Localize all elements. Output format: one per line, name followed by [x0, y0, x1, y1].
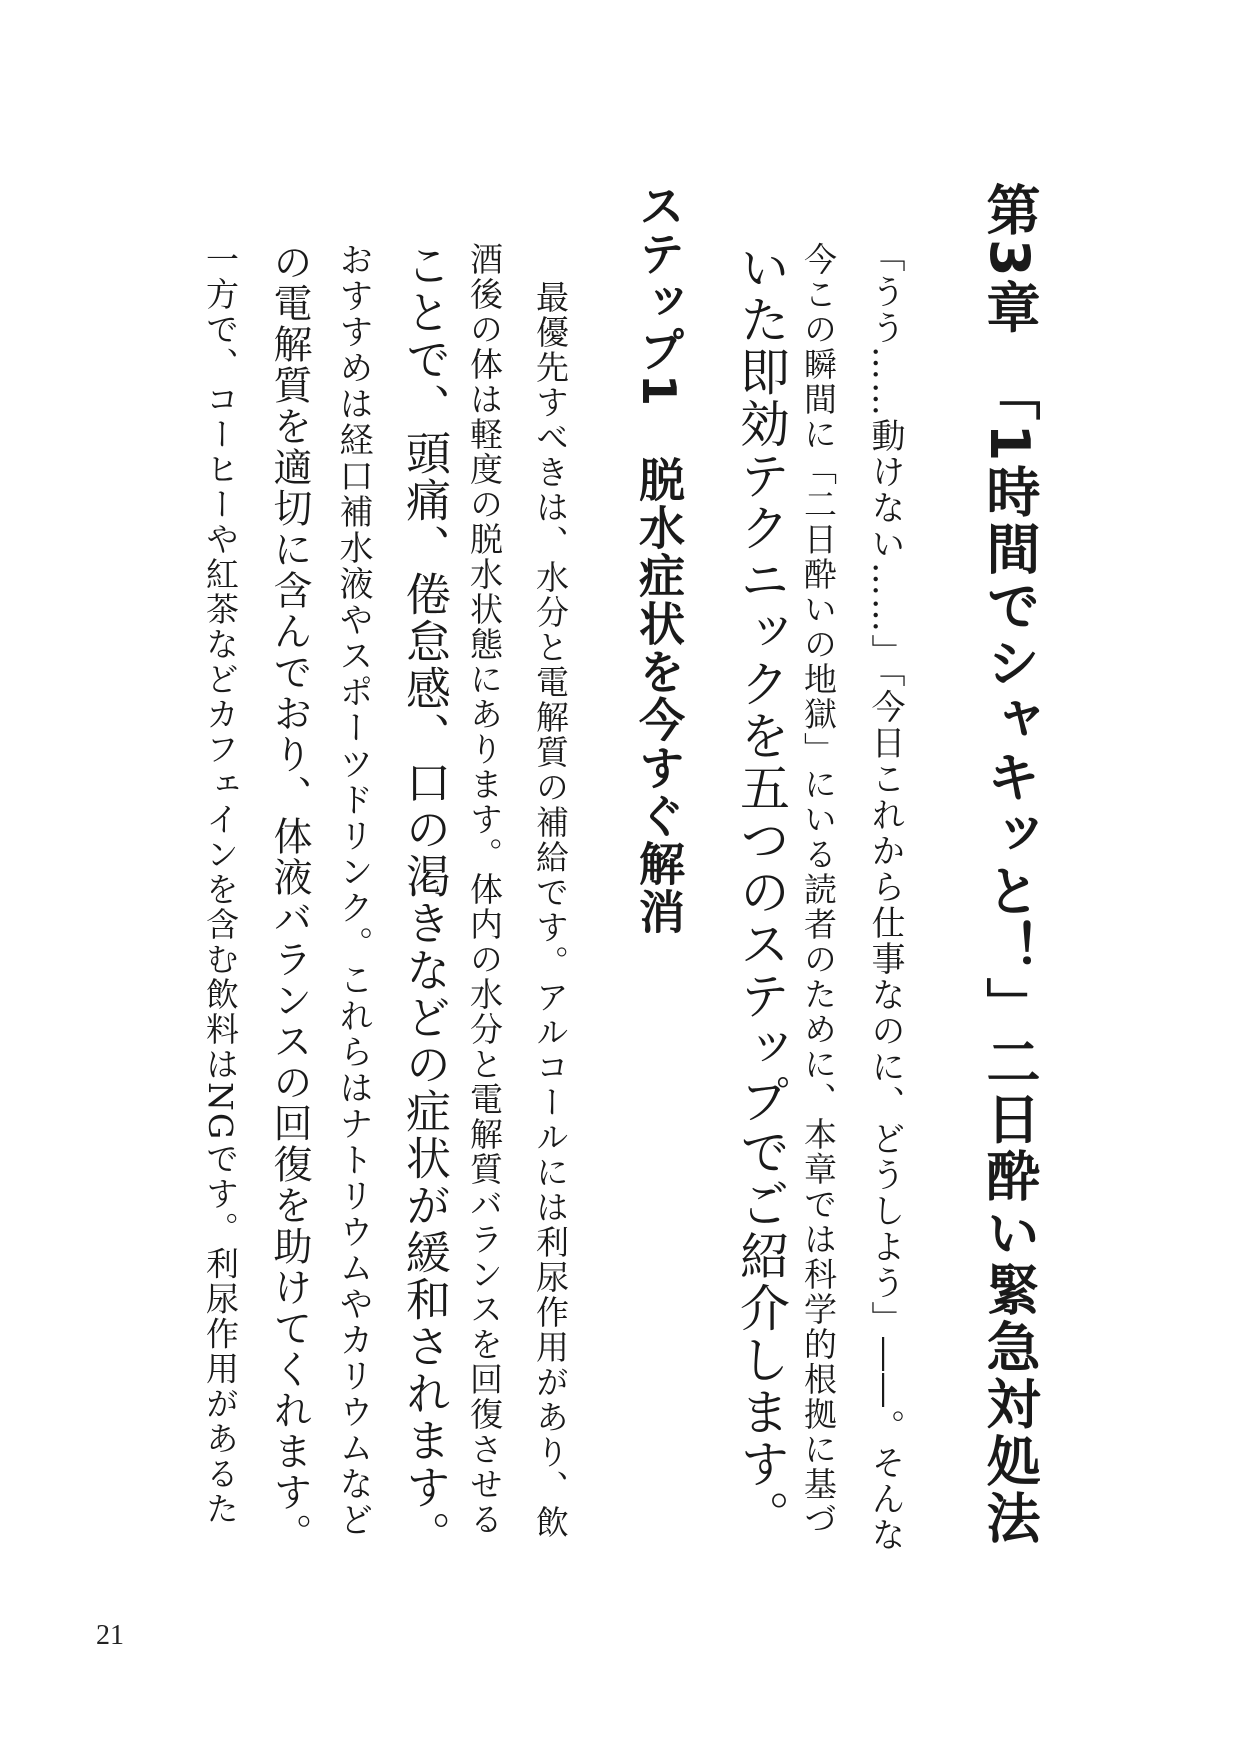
- step1-line-4: おすすめは経口補水液やスポーツドリンク。これらはナトリウムやカリウムなど: [333, 242, 373, 1538]
- intro-line-3: いた即効テクニックを五つのステップでご紹介します。: [732, 242, 790, 1542]
- chapter-title: 第3章 「1時間でシャキッと！」二日酔い緊急対処法: [978, 182, 1041, 1548]
- intro-line-1: 「うう……動けない……」「今日これから仕事なのに、どうしよう」――。そんな: [865, 238, 905, 1553]
- step1-line-3: ことで、頭痛、倦怠感、口の渇きなどの症状が緩和されます。: [398, 242, 451, 1558]
- step1-line-2: 酒後の体は軽度の脱水状態にあります。体内の水分と電解質バランスを回復させる: [465, 242, 504, 1537]
- step1-line-1: 最優先すべきは、水分と電解質の補給です。アルコールには利尿作用があり、飲: [531, 280, 570, 1540]
- page-number: 21: [96, 1620, 124, 1651]
- step1-title: ステップ1 脱水症状を今すぐ解消: [632, 182, 686, 937]
- step1-line-5: の電解質を適切に含んでおり、体液バランスの回復を助けてくれます。: [267, 242, 312, 1554]
- intro-line-2: 今この瞬間に「二日酔いの地獄」にいる読者のために、本章では科学的根拠に基づ: [799, 242, 838, 1537]
- step1-line-6: 一方で、コーヒーや紅茶などカフェインを含む飲料はNGです。利尿作用があるた: [201, 242, 240, 1527]
